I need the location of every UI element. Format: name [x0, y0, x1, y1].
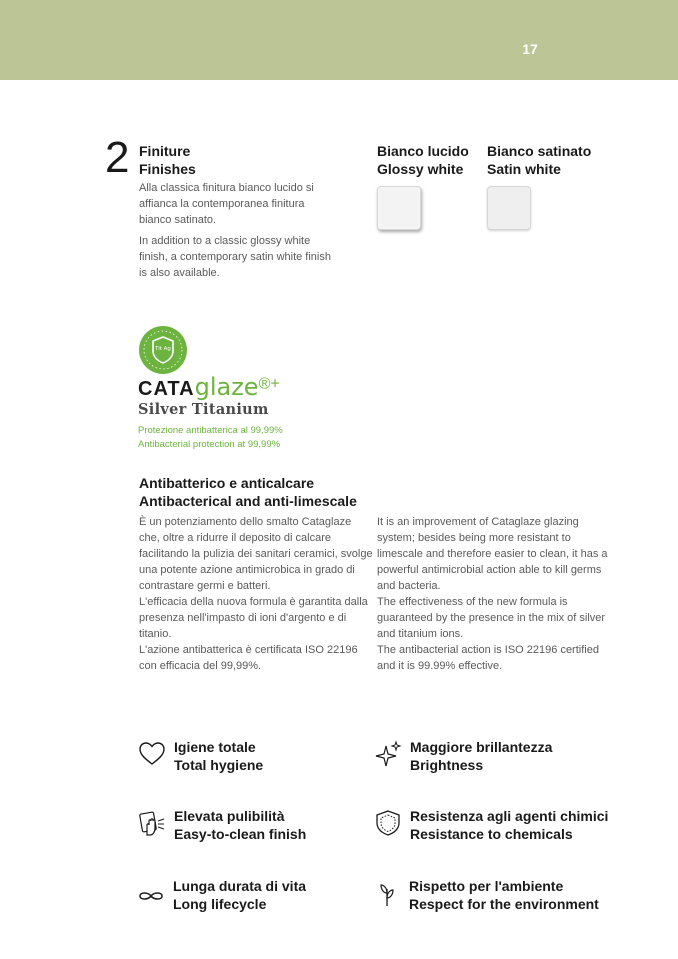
satin-white-sample	[487, 186, 531, 230]
swatch-label-en: Satin white	[487, 161, 561, 177]
swatch-label-it: Bianco lucido	[377, 143, 469, 159]
sparkle-icon	[374, 740, 402, 768]
shield-icon	[374, 809, 402, 837]
paragraph: The antibacterial action is ISO 22196 certified and it is 99.99% effective.	[377, 644, 599, 672]
infinity-icon	[137, 879, 165, 907]
finishes-title-en: Finishes	[139, 161, 196, 177]
protection-claim	[138, 424, 283, 452]
finishes-title-it: Finiture	[139, 143, 191, 159]
feature-label-en: Resistance to chemicals	[410, 826, 573, 842]
swatch-label-it: Bianco satinato	[487, 143, 592, 159]
antibacterial-body-it	[139, 514, 374, 674]
logo-plus: ®+	[258, 375, 280, 393]
finishes-body-en: In addition to a classic glossy white finish, a contemporary satin white finish is also available.	[139, 235, 331, 279]
page-number: 17	[522, 41, 538, 57]
header-bar	[0, 0, 678, 80]
logo-glaze: glaze	[194, 373, 259, 401]
feature-label-it: Rispetto per l'ambiente	[409, 878, 564, 894]
antibacterial-heading	[139, 474, 357, 510]
feature-label-en: Total hygiene	[174, 757, 264, 773]
feature-label-it: Resistenza agli agenti chimici	[410, 808, 609, 824]
antibacterial-body-en	[377, 514, 612, 674]
swatch-satin-white	[487, 142, 591, 178]
glossy-white-sample	[377, 186, 421, 230]
protection-it: Protezione antibatterica al 99,99%	[138, 425, 283, 436]
heart-icon	[138, 740, 166, 768]
feature-label-en: Brightness	[410, 757, 484, 773]
paragraph: L'efficacia della nuova formula è garantita dalla presenza nell'impasto di ioni d'argento e di titanio.	[139, 596, 368, 640]
antibacterial-title-it: Antibatterico e anticalcare	[139, 475, 315, 491]
feature-label-en: Respect for the environment	[409, 896, 599, 912]
plant-icon	[373, 879, 401, 907]
paragraph: The effectiveness of the new formula is guaranteed by the presence in the mix of silver and titanium ions.	[377, 596, 606, 640]
finishes-heading	[139, 142, 196, 178]
paragraph: L'azione antibatterica è certificata ISO 22196 con efficacia del 99,99%.	[139, 644, 358, 672]
feature-label-it: Elevata pulibilità	[174, 808, 285, 824]
paragraph: It is an improvement of Cataglaze glazing system; besides being more resistant to limescale and therefore easier to clean, it has a powerful antimicrobial action able to kill germs and bacteria.	[377, 516, 608, 592]
logo-cata: CATA	[138, 378, 195, 400]
finishes-body-it: Alla classica finitura bianco lucido si affianca la contemporanea finitura bianco satinato.	[139, 182, 314, 226]
cataglaze-logo	[138, 373, 280, 403]
feature-label-it: Lunga durata di vita	[173, 878, 307, 894]
swatch-label-en: Glossy white	[377, 161, 464, 177]
feature-label-en: Long lifecycle	[173, 896, 267, 912]
paragraph: È un potenziamento dello smalto Cataglaze che, oltre a ridurre il deposito di calcare facilitando la pulizia dei sanitari ceramici, svolge una potente azione antimicrobica in grado di contrastare germi e batteri.	[139, 516, 373, 592]
feature-label-en: Easy-to-clean finish	[174, 826, 307, 842]
feature-label-it: Igiene totale	[174, 739, 256, 755]
badge-text: Tit Ag	[155, 346, 171, 352]
silver-titanium-subtitle: Silver Titanium	[138, 401, 269, 418]
cleaning-hand-icon	[138, 809, 166, 837]
antibacterial-title-en: Antibacterical and anti-limescale	[139, 493, 357, 509]
section-number: 2	[105, 133, 130, 182]
tit-ag-badge-icon	[138, 325, 188, 375]
protection-en: Antibacterial protection at 99,99%	[138, 439, 281, 450]
swatch-glossy-white	[377, 142, 469, 178]
feature-label-it: Maggiore brillantezza	[410, 739, 553, 755]
finishes-description	[139, 181, 339, 288]
